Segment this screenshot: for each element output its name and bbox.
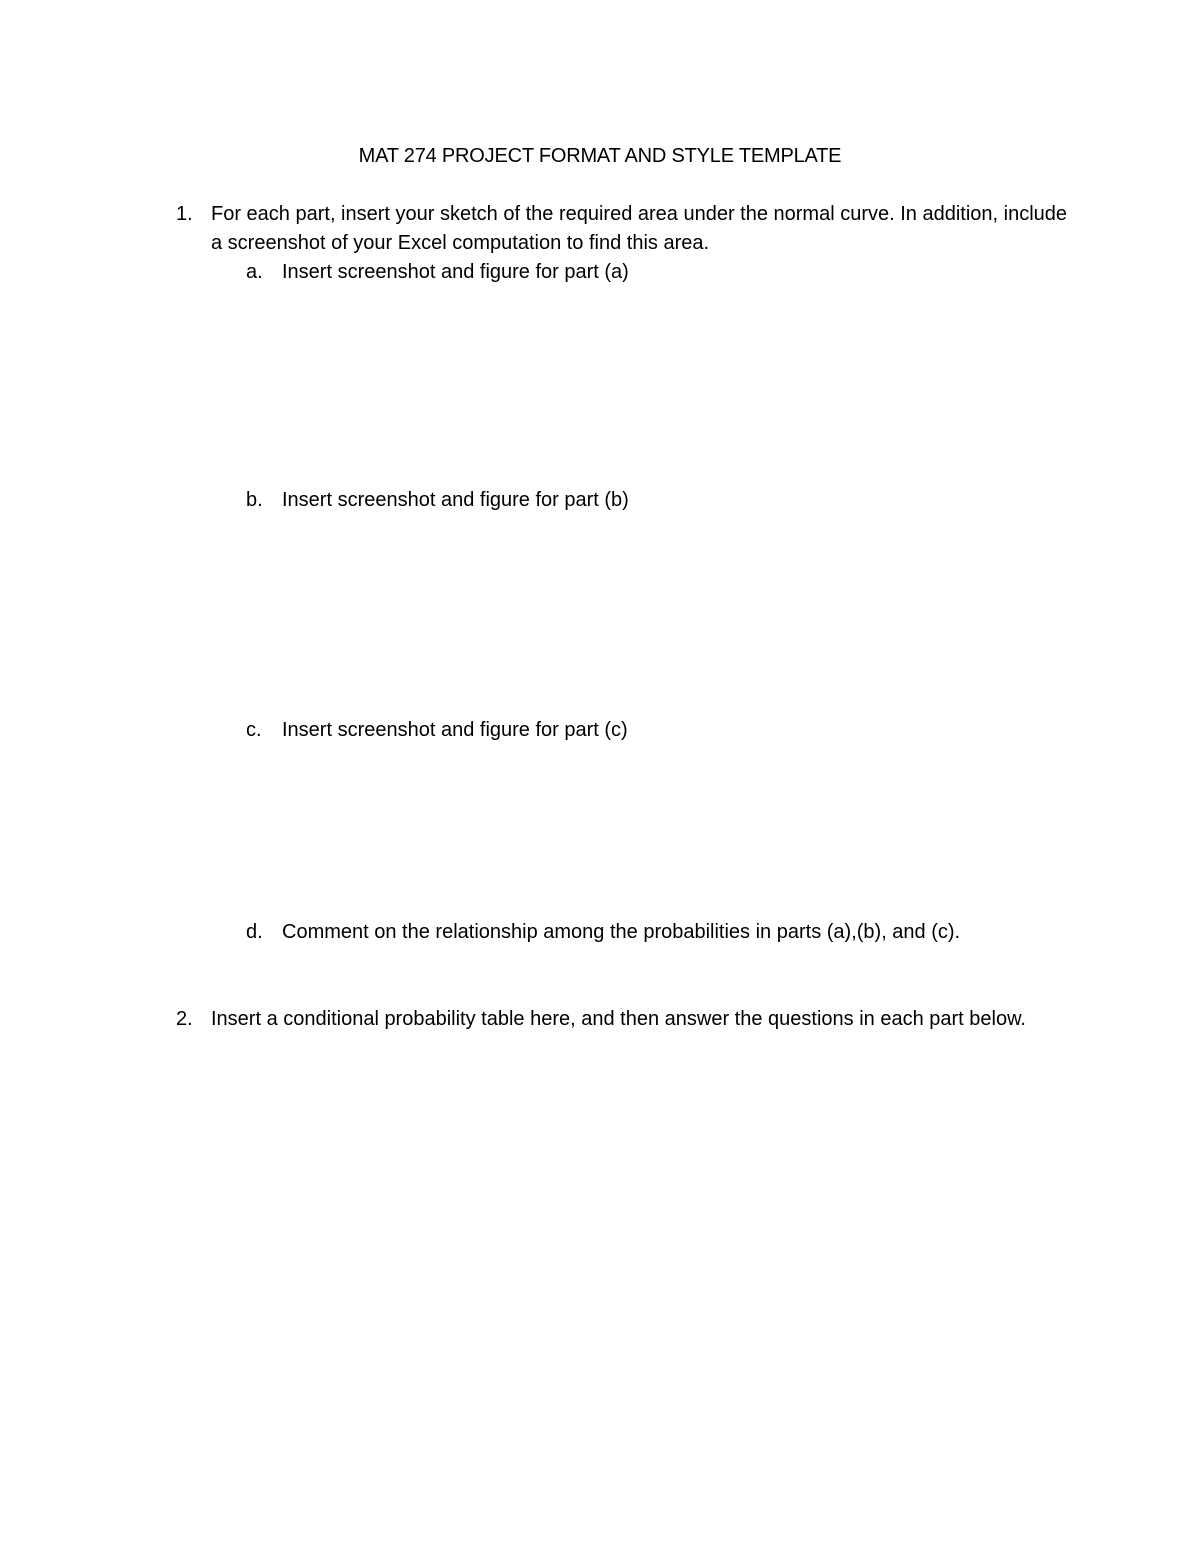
subitem-letter: c. [246,719,262,741]
list-item-text: For each part, insert your sketch of the required area under the normal curve. In addition, include a screenshot of your Excel computation to find this area. [211,203,1068,254]
page-title: MAT 274 PROJECT FORMAT AND STYLE TEMPLATE [358,145,842,167]
subitem-letter: d. [246,921,263,943]
subitem-text: Insert screenshot and figure for part (a) [282,261,629,283]
subitem-letter: a. [246,261,263,283]
list-item-text: Insert a conditional probability table here, and then answer the questions in each part below. [211,1008,1026,1030]
list-item-number: 1. [176,203,193,225]
subitem-text: Insert screenshot and figure for part (b) [282,489,629,511]
subitem-text: Comment on the relationship among the probabilities in parts (a),(b), and (c). [282,921,961,943]
subitem-letter: b. [246,489,263,511]
list-item-number: 2. [176,1008,193,1030]
subitem-text: Insert screenshot and figure for part (c) [282,719,628,741]
